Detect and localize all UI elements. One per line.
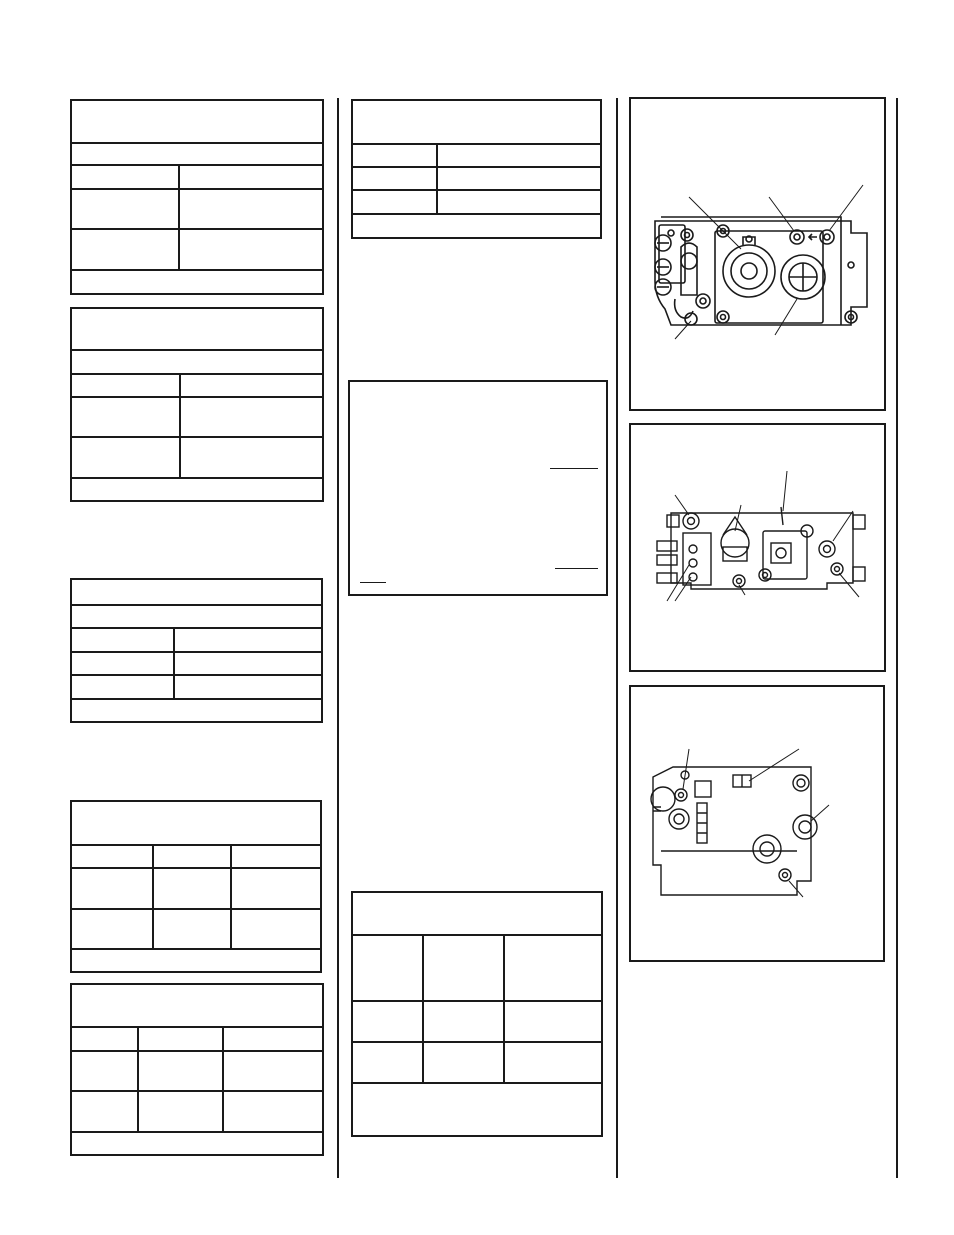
table-2-title-row xyxy=(72,309,322,349)
table-4-row xyxy=(72,908,320,948)
table-1 xyxy=(70,99,324,295)
table-4-header-row xyxy=(72,844,320,867)
table-6 xyxy=(351,99,602,239)
table-7 xyxy=(351,891,603,1137)
callout-leader xyxy=(775,299,797,335)
table-3-title-row xyxy=(72,580,321,604)
underline-mark xyxy=(550,468,598,469)
page-edge-rule xyxy=(896,98,898,1178)
figure-gas-valve-top xyxy=(629,423,886,672)
callout-leader xyxy=(783,471,787,511)
underline-mark xyxy=(555,568,598,569)
table-3-row xyxy=(72,674,321,698)
table-7-header-row xyxy=(353,934,601,1000)
table-5-row xyxy=(72,1050,322,1090)
table-3-header-row xyxy=(72,627,321,651)
table-1-footer-row xyxy=(72,269,322,293)
callout-leader xyxy=(749,749,799,781)
table-4-footer-row xyxy=(72,948,320,971)
callout-leader xyxy=(675,321,691,339)
table-1-subheader-row xyxy=(72,142,322,164)
callout-leader xyxy=(683,749,689,789)
callout-leader xyxy=(833,511,853,541)
table-1-header-row xyxy=(72,164,322,188)
table-7-row xyxy=(353,1041,601,1082)
table-4 xyxy=(70,800,322,973)
column-divider-left xyxy=(337,98,339,1178)
note-box xyxy=(348,380,608,596)
table-3-footer-row xyxy=(72,698,321,721)
callout-leader xyxy=(675,495,689,515)
underline-mark xyxy=(360,582,386,583)
table-4-title-row xyxy=(72,802,320,844)
callout-leader xyxy=(839,573,859,597)
table-6-footer-row xyxy=(353,213,600,237)
figure-gas-valve-front xyxy=(629,97,886,411)
table-7-row xyxy=(353,1000,601,1041)
callout-leader xyxy=(829,185,863,231)
table-6-title-row xyxy=(353,101,600,143)
table-2-header-row xyxy=(72,373,322,396)
table-5-header-row xyxy=(72,1026,322,1050)
table-2-row xyxy=(72,436,322,477)
table-5 xyxy=(70,983,324,1156)
table-4-row xyxy=(72,867,320,908)
table-1-title-row xyxy=(72,101,322,142)
table-5-title-row xyxy=(72,985,322,1026)
table-6-row xyxy=(353,189,600,213)
table-5-row xyxy=(72,1090,322,1131)
table-2-footer-row xyxy=(72,477,322,500)
gas-valve-front-drawing xyxy=(631,99,888,413)
callout-leader xyxy=(811,805,829,821)
table-3-subheader-row xyxy=(72,604,321,627)
table-1-row xyxy=(72,188,322,228)
table-6-row xyxy=(353,143,600,166)
column-divider-right xyxy=(616,98,618,1178)
table-5-footer-row xyxy=(72,1131,322,1154)
figure-gas-valve-side xyxy=(629,685,885,962)
table-2-subheader-row xyxy=(72,349,322,373)
table-7-footer-row xyxy=(353,1082,601,1135)
gas-valve-top-drawing xyxy=(631,425,888,674)
table-3 xyxy=(70,578,323,723)
table-2 xyxy=(70,307,324,502)
callout-leader xyxy=(769,197,794,231)
table-7-title-row xyxy=(353,893,601,934)
gas-valve-side-drawing xyxy=(631,687,887,964)
table-2-row xyxy=(72,396,322,436)
table-1-row xyxy=(72,228,322,269)
table-3-row xyxy=(72,651,321,674)
table-6-row xyxy=(353,166,600,189)
